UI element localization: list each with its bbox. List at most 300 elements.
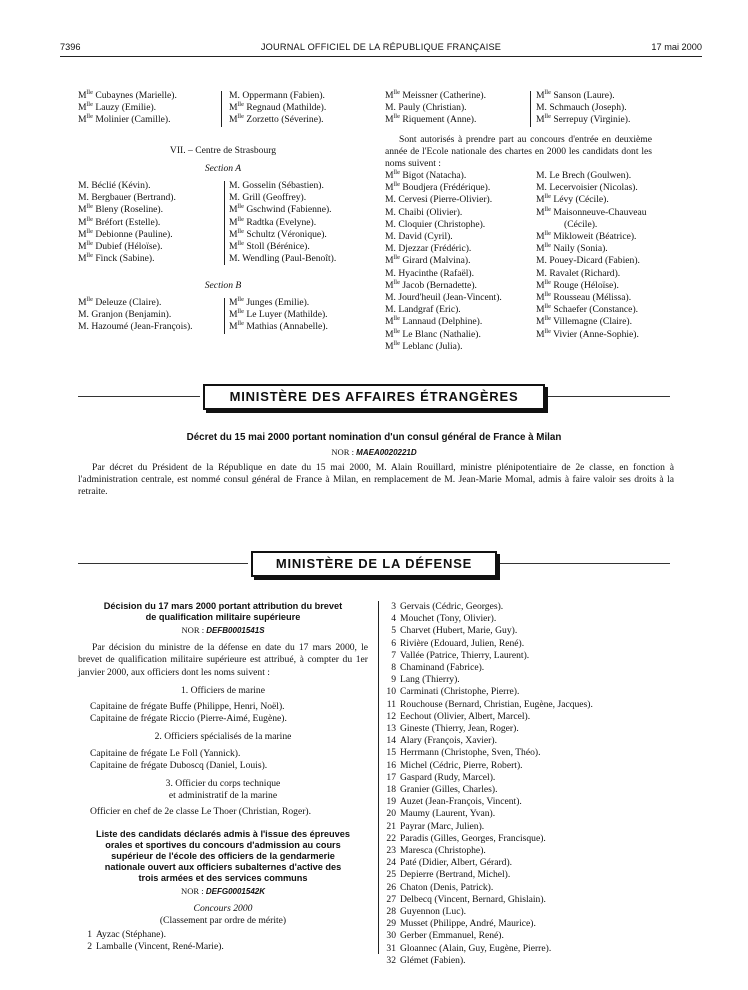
list-item: $M^{lle}$ Cubaynes (Marielle). [78, 88, 177, 101]
person-name: Granjon (Benjamin). [91, 309, 172, 321]
rank-name: Payrar (Marc, Julien). [400, 820, 485, 832]
civility-suffix: lle [393, 315, 400, 323]
section-a-title: Section A [204, 163, 242, 174]
rank-name: Ayzac (Stéphane). [96, 929, 166, 941]
section-b-title: Section B [204, 280, 242, 291]
person-name: Rouge (Héloïse). [553, 279, 619, 291]
list-item [536, 316, 686, 328]
section-3-title: 3. Officier du corps technique et administratif de la marine [165, 778, 281, 802]
issue-date: 17 mai 2000 [651, 42, 702, 52]
rank-row [382, 686, 682, 698]
civility-suffix: lle [237, 320, 244, 328]
list-item [536, 170, 686, 182]
liste-title: Liste des candidats déclarés admis à l'issue des épreuves orales et sportives du concours d'admission au cours supérieur de l'école des officiers de la gendarmerie nationale ouvert aux officiers subalternes d'active des trois armées et des services communs [96, 828, 350, 883]
list-item [78, 241, 223, 253]
list-item [78, 217, 223, 229]
rank-number: 15 [386, 747, 396, 759]
rank-number: 29 [386, 918, 396, 930]
rank-number: 31 [386, 942, 396, 954]
civility: M [536, 304, 545, 316]
list-item [229, 321, 374, 333]
rank-number: 28 [386, 906, 396, 918]
civility-suffix: lle [393, 168, 400, 176]
person-name: Serrepuy (Virginie). [553, 114, 631, 126]
chartes-list-col1 [385, 170, 535, 353]
list-item [536, 292, 686, 304]
list-item: Officier en chef de 2e classe Le Thoer (Christian, Roger). [90, 806, 312, 818]
civility: M [229, 241, 238, 253]
list-item [78, 321, 223, 333]
rank-row [382, 772, 682, 784]
rank-row [382, 601, 682, 613]
person-name: Meissner (Catherine). [402, 90, 486, 101]
rank-number: 3 [391, 601, 396, 612]
civility: M. [229, 180, 240, 191]
list-item [536, 280, 686, 292]
decision-title: Décision du 17 mars 2000 portant attribution du brevet de qualification militaire supérieure [103, 601, 343, 622]
rank-number: 4 [391, 613, 396, 625]
rank-row [382, 918, 682, 930]
civility: M [536, 243, 545, 255]
rank-number: 30 [386, 930, 396, 942]
person-name: Lecervoisier (Nicolas). [549, 182, 638, 194]
rank-name: Rivière (Edouard, Julien, René). [400, 637, 525, 649]
civility: M [536, 316, 545, 328]
list-item [229, 204, 374, 216]
list-item [78, 309, 223, 321]
classement-note: (Classement par ordre de mérite) [159, 915, 287, 927]
rank-row [78, 929, 368, 941]
top-right-col1 [385, 90, 530, 127]
civility-suffix: lle [237, 239, 244, 247]
rank-number: 8 [391, 662, 396, 674]
strasbourg-title: VII. – Centre de Strasbourg [169, 145, 277, 156]
decree-body: Par décret du Président de la République en date du 15 mai 2000, M. Alain Rouillard, ministre plénipotentiaire de 2e classe, en fonction à l'administration centrale, est nommé consul général de France à Milan, en remplacement de M. Jean-Marie Momal, admis à faire valoir ses droits à la retraite. [78, 462, 674, 498]
person-name: Bigot (Natacha). [402, 170, 467, 181]
civility: M. [536, 182, 547, 194]
rank-row [382, 747, 682, 759]
list-item [385, 329, 535, 341]
column-divider [221, 91, 222, 127]
person-name: Bleny (Roseline). [95, 204, 164, 216]
civility: M. [536, 170, 547, 181]
ministry-rule-right [548, 396, 670, 397]
ministry-affaires-etrangeres: MINISTÈRE DES AFFAIRES ÉTRANGÈRES [203, 384, 545, 410]
section-b-col2 [229, 297, 374, 334]
rank-row [382, 845, 682, 857]
list-item [385, 219, 535, 231]
civility: M [536, 206, 545, 218]
column-divider [224, 298, 225, 334]
rank-number: 21 [386, 820, 396, 832]
person-name: Vivier (Anne-Sophie). [553, 328, 639, 340]
civility: M [385, 114, 394, 126]
civility-suffix: lle [237, 308, 244, 316]
civility: M [385, 316, 394, 328]
civility-suffix: lle [237, 295, 244, 303]
list-item [229, 192, 374, 204]
rank-name: Auzet (Jean-François, Vincent). [400, 796, 522, 808]
civility-suffix: lle [544, 278, 551, 286]
civility: M [229, 309, 238, 321]
decree-title: Décret du 15 mai 2000 portant nomination d'un consul général de France à Milan [186, 432, 562, 443]
civility: M. [78, 180, 89, 191]
civility: M [229, 228, 238, 240]
list-item [385, 268, 535, 280]
civility-suffix: lle [544, 327, 551, 335]
column-divider [530, 91, 531, 127]
rank-row [382, 735, 682, 747]
person-name: Grill (Geoffrey). [242, 192, 307, 204]
rank-row [382, 821, 682, 833]
person-name: Cloquier (Christophe). [398, 218, 486, 230]
list-item: Capitaine de frégate Duboscq (Daniel, Louis). [90, 759, 268, 771]
rank-row [382, 833, 682, 845]
list-item [536, 329, 686, 341]
civility: M. [385, 292, 396, 304]
list-item: Capitaine de frégate Riccio (Pierre-Aimé, Eugène). [90, 713, 287, 725]
section-b-col1 [78, 297, 223, 334]
person-name: Hazoumé (Jean-François). [91, 321, 193, 333]
decree-nor: NOR : MAEA0020221D [331, 447, 417, 457]
civility: M [385, 182, 394, 194]
rank-number: 14 [386, 735, 396, 747]
person-name: Schmauch (Joseph). [549, 102, 627, 114]
person-name: Schaefer (Constance). [553, 304, 639, 316]
rank-number: 20 [386, 808, 396, 820]
list-item [229, 309, 374, 321]
person-name: Boudjera (Frédérique). [402, 182, 491, 194]
civility: M. [385, 267, 396, 279]
rank-name: Chaton (Denis, Patrick). [400, 881, 494, 893]
civility: M [229, 297, 238, 308]
civility: M [385, 255, 394, 267]
top-right-col2 [536, 90, 686, 127]
civility: M [536, 194, 545, 206]
civility-suffix: lle [544, 242, 551, 250]
person-name: Leblanc (Julia). [402, 340, 463, 352]
person-name: Ravalet (Richard). [549, 267, 621, 279]
civility-suffix: lle [393, 88, 400, 96]
civility-suffix: lle [237, 215, 244, 223]
rank-name: Guyennon (Luc). [400, 906, 467, 918]
civility: M [536, 231, 545, 243]
rank-number: 6 [391, 637, 396, 649]
civility-suffix: lle [393, 327, 400, 335]
civility: M [229, 216, 238, 228]
civility-suffix: lle [86, 215, 93, 223]
civility: M. [385, 102, 396, 114]
rank-row [78, 941, 368, 953]
rank-name: Gaspard (Rudy, Marcel). [400, 771, 496, 783]
civility: M [385, 279, 394, 291]
civility: M [536, 292, 545, 304]
civility: M. [229, 192, 240, 204]
rank-name: Mouchet (Tony, Olivier). [400, 613, 497, 625]
rank-number: 32 [386, 954, 396, 966]
civility: M [78, 204, 87, 216]
person-name: Sanson (Laure). [553, 90, 615, 101]
person-name: Stoll (Bérénice). [246, 241, 310, 253]
list-item [229, 217, 374, 229]
civility: M [78, 241, 87, 253]
person-name: Naily (Sonia). [553, 243, 608, 255]
civility: M. [385, 218, 396, 230]
section-1-list [78, 701, 368, 725]
civility-suffix: lle [544, 113, 551, 121]
list-item [385, 292, 535, 304]
person-name: Mathias (Annabelle). [246, 321, 328, 333]
rank-row [382, 674, 682, 686]
rank-row [382, 882, 682, 894]
list-item [229, 253, 374, 265]
rank-row [382, 894, 682, 906]
ranks-right-list [382, 601, 682, 967]
civility: M [536, 279, 545, 291]
ranks-left-list [78, 929, 368, 953]
rank-row [382, 869, 682, 881]
person-name: Bergbauer (Bertrand). [91, 192, 176, 204]
list-item [78, 204, 223, 216]
list-item [385, 341, 535, 353]
rank-number: 26 [386, 881, 396, 893]
person-name: Le Brech (Goulwen). [549, 170, 632, 181]
list-item [229, 297, 374, 309]
rank-name: Michel (Cédric, Pierre, Robert). [400, 759, 523, 771]
rank-row [382, 723, 682, 735]
person-name: Le Blanc (Nathalie). [402, 328, 481, 340]
civility-suffix: lle [544, 205, 551, 213]
rank-number: 18 [386, 784, 396, 796]
defense-left-column [78, 601, 368, 954]
top-left-col2 [229, 90, 369, 127]
rank-number: 1 [87, 929, 92, 941]
concours-title: Concours 2000 [193, 902, 253, 914]
rank-row [382, 784, 682, 796]
rank-number: 17 [386, 771, 396, 783]
rank-row [382, 930, 682, 942]
list-item [385, 90, 530, 102]
section-a-col2 [229, 180, 374, 265]
rank-row [382, 638, 682, 650]
civility-suffix: lle [544, 88, 551, 96]
person-name: Girard (Malvina). [402, 255, 471, 267]
list-item [536, 102, 686, 114]
rank-name: Eechout (Olivier, Albert, Marcel). [400, 710, 531, 722]
civility-suffix: lle [393, 278, 400, 286]
civility: M [536, 328, 545, 340]
section-1-title: 1. Officiers de marine [180, 684, 265, 696]
civility: M. [385, 231, 396, 243]
list-item: $M^{lle}$ Molinier (Camille). [78, 113, 171, 126]
person-name: Hyacinthe (Rafaël). [398, 267, 474, 279]
rank-name: Maresca (Christophe). [400, 845, 486, 857]
rank-name: Musset (Philippe, André, Maurice). [400, 918, 536, 930]
rank-name: Herrmann (Christophe, Sven, Théo). [400, 747, 541, 759]
rank-number: 13 [386, 723, 396, 735]
person-name: (Cécile). [564, 218, 598, 230]
civility-suffix: lle [393, 113, 400, 121]
rank-row [382, 625, 682, 637]
civility-suffix: lle [544, 193, 551, 201]
civility-suffix: lle [544, 290, 551, 298]
civility-suffix: lle [237, 203, 244, 211]
rank-row [382, 943, 682, 955]
rank-number: 24 [386, 857, 396, 869]
rank-row [382, 662, 682, 674]
list-item [536, 182, 686, 194]
civility: M [385, 328, 394, 340]
civility: M. [78, 309, 89, 321]
column-divider [224, 181, 225, 265]
list-item [536, 194, 686, 206]
rank-name: Vallée (Patrice, Thierry, Laurent). [400, 649, 530, 661]
person-name: Pouey-Dicard (Fabien). [549, 255, 640, 267]
person-name: Pauly (Christian). [398, 102, 467, 114]
person-name: Deleuze (Claire). [95, 297, 162, 308]
rank-row [382, 613, 682, 625]
civility: M [229, 204, 238, 216]
rank-name: Chaminand (Fabrice). [400, 662, 485, 674]
person-name: Djezzar (Frédéric). [398, 243, 472, 255]
rank-name: Lang (Thierry). [400, 674, 460, 686]
rank-name: Paradis (Gilles, Georges, Francisque). [400, 832, 546, 844]
list-item [229, 180, 374, 192]
civility: M [536, 90, 545, 101]
list-item [536, 90, 686, 102]
list-item [385, 102, 530, 114]
rank-name: Granier (Gilles, Charles). [400, 784, 498, 796]
person-name: Béclié (Kévin). [91, 180, 151, 191]
ministry-rule-right [500, 563, 670, 564]
list-item [385, 231, 535, 243]
civility: M. [78, 321, 89, 333]
rank-name: Glémet (Fabien). [400, 954, 466, 966]
civility: M. [229, 253, 240, 265]
rank-number: 2 [87, 941, 92, 953]
list-item [536, 255, 686, 267]
person-name: Finck (Sabine). [95, 253, 155, 265]
civility-suffix: lle [86, 227, 93, 235]
list-item [536, 114, 686, 126]
list-item [229, 229, 374, 241]
rank-name: Alary (François, Xavier). [400, 735, 497, 747]
civility: M [78, 228, 87, 240]
person-name: Lévy (Cécile). [553, 194, 609, 206]
civility-suffix: lle [86, 252, 93, 260]
section-2-title: 2. Officiers spécialisés de la marine [154, 731, 292, 743]
person-name: Rousseau (Mélissa). [553, 292, 632, 304]
rank-row [382, 906, 682, 918]
list-item [385, 207, 535, 219]
civility-suffix: lle [393, 254, 400, 262]
person-name: Le Luyer (Mathilde). [246, 309, 328, 321]
list-item [536, 231, 686, 243]
column-divider [378, 601, 379, 954]
list-item [385, 316, 535, 328]
civility: M. [385, 304, 396, 316]
rank-number: 22 [386, 832, 396, 844]
civility-suffix: lle [544, 303, 551, 311]
civility: M. [385, 206, 396, 218]
list-item: $M^{lle}$ Regnaud (Mathilde). [229, 101, 327, 114]
rank-name: Gloannec (Alain, Guy, Eugène, Pierre). [400, 942, 552, 954]
person-name: Dubief (Héloïse). [95, 241, 163, 253]
rank-row [382, 650, 682, 662]
liste-nor: NOR : DEFG0001542K [181, 885, 265, 896]
rank-name: Depierre (Bertrand, Michel). [400, 869, 511, 881]
civility: M [536, 114, 545, 126]
person-name: Gschwind (Fabienne). [246, 204, 332, 216]
list-item [78, 180, 223, 192]
list-item [385, 304, 535, 316]
person-name: Chaibi (Olivier). [398, 206, 463, 218]
rank-name: Rouchouse (Bernard, Christian, Eugène, Jacques). [400, 698, 593, 710]
list-item [536, 219, 686, 231]
person-name: Mikloweit (Béatrice). [553, 231, 637, 243]
person-name: Jacob (Bernadette). [402, 279, 477, 291]
person-name: Junges (Emilie). [246, 297, 310, 308]
decision-nor: NOR : DEFB0001541S [181, 625, 265, 635]
person-name: Maisonneuve-Chauveau [553, 206, 647, 218]
ministry-rule-left [78, 563, 248, 564]
person-name: Cervesi (Pierre-Olivier). [398, 194, 493, 206]
rank-number: 10 [386, 686, 396, 698]
decision-body: Par décision du ministre de la défense en date du 17 mars 2000, le brevet de qualification militaire supérieure est attribué, à compter du 1er janvier 2000, aux officiers dont les noms suivent : [78, 642, 368, 678]
header-rule [60, 56, 702, 57]
section-a-col1 [78, 180, 223, 265]
rank-number: 9 [391, 674, 396, 686]
civility-suffix: lle [86, 295, 93, 303]
rank-name: Paté (Didier, Albert, Gérard). [400, 857, 513, 869]
list-item: M. Oppermann (Fabien). [229, 90, 325, 101]
rank-row [382, 711, 682, 723]
civility: M. [78, 192, 89, 204]
list-item: Capitaine de frégate Le Foll (Yannick). [90, 747, 241, 759]
rank-row [382, 699, 682, 711]
ministry-rule-left [78, 396, 200, 397]
list-item [536, 268, 686, 280]
rank-name: Carminati (Christophe, Pierre). [400, 686, 520, 698]
person-name: David (Cyril). [398, 231, 453, 243]
rank-name: Gervais (Cédric, Georges). [400, 601, 504, 612]
civility: M. [536, 255, 547, 267]
civility-suffix: lle [544, 315, 551, 323]
civility: M [385, 170, 394, 181]
list-item [536, 304, 686, 316]
civility-suffix: lle [393, 339, 400, 347]
rank-number: 5 [391, 625, 396, 637]
list-item [385, 243, 535, 255]
page-header [60, 41, 702, 55]
civility: M. [385, 243, 396, 255]
list-item [78, 297, 223, 309]
person-name: Jourd'heuil (Jean-Vincent). [398, 292, 502, 304]
civility: M [229, 321, 238, 333]
list-item [78, 192, 223, 204]
rank-number: 16 [386, 759, 396, 771]
civility-suffix: lle [237, 227, 244, 235]
civility: M [78, 253, 87, 265]
civility-suffix: lle [393, 181, 400, 189]
page-number: 7396 [60, 42, 81, 52]
list-item [536, 207, 686, 219]
civility: M [78, 297, 87, 308]
rank-number: 11 [386, 698, 396, 710]
civility: M [78, 216, 87, 228]
rank-name: Gineste (Thierry, Jean, Roger). [400, 723, 519, 735]
civility: M. [536, 267, 547, 279]
